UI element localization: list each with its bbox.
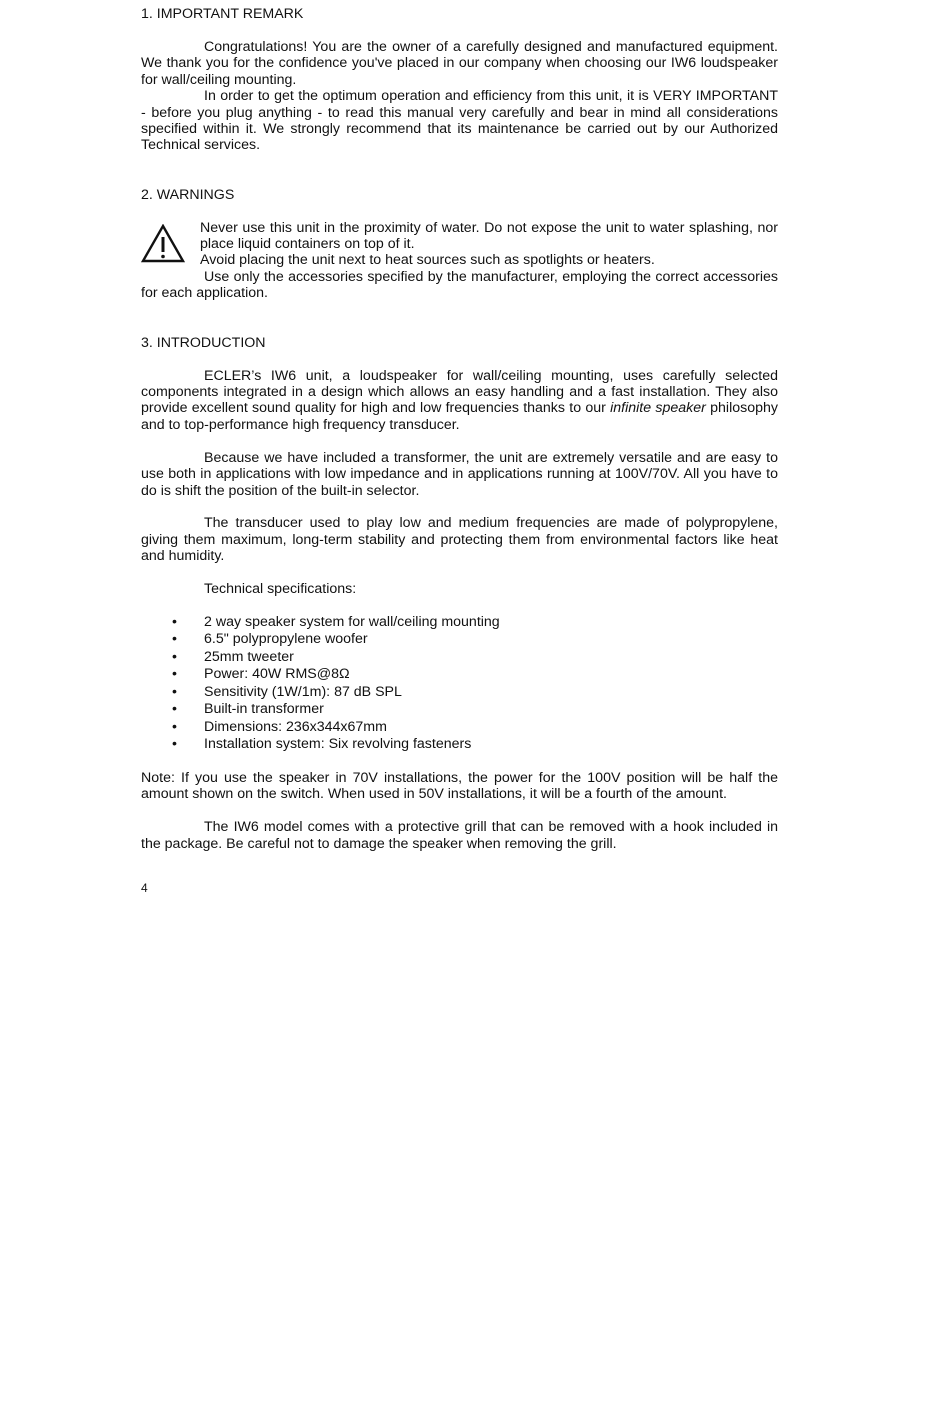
spec-heading: Technical specifications:: [204, 581, 357, 598]
list-item: • 25mm tweeter: [172, 648, 294, 665]
paragraph-congratulations: Congratulations! You are the owner of a carefully designed and manufactured equipment. We thank you for the confidence you've placed in our company when choosing our IW6 loudspeaker for wall/ceiling mounting.: [141, 38, 778, 88]
list-item: • Installation system: Six revolving fasteners: [172, 735, 472, 752]
document-page: [141, 6, 778, 897]
page-number: 4: [141, 881, 148, 896]
list-item: • 6.5" polypropylene woofer: [172, 631, 368, 648]
warning-water: Never use this unit in the proximity of water. Do not expose the unit to water splashing, nor place liquid containers on top of it.: [200, 219, 778, 253]
infinite-speaker-term: infinite speaker: [610, 400, 706, 417]
warning-triangle-icon: [141, 224, 185, 264]
list-item: • 2 way speaker system for wall/ceiling mounting: [172, 614, 500, 631]
list-item: • Built-in transformer: [172, 701, 324, 718]
list-item: • Dimensions: 236x344x67mm: [172, 718, 387, 735]
paragraph-transformer: Because we have included a transformer, the unit are extremely versatile and are easy to use both in applications with low impedance and in applications running at 100V/70V. All you have to do is shift the position of the built-in selector.: [141, 449, 778, 499]
spec-list: [141, 614, 778, 753]
paragraph-note: Note: If you use the speaker in 70V installations, the power for the 100V position will be half the amount shown on the switch. When used in 50V installations, it will be a fourth of the amount.: [141, 769, 778, 803]
paragraph-optimum-operation: In order to get the optimum operation and efficiency from this unit, it is VERY IMPORTANT - before you plug anything - to read this manual very carefully and bear in mind all considerations specified within it. We strongly recommend that its maintenance be carried out by our Authorized Technical services.: [141, 88, 778, 154]
paragraph-transducer: The transducer used to play low and medium frequencies are made of polypropylene, giving them maximum, long-term stability and protecting them from environmental factors like heat and humidity.: [141, 515, 778, 565]
list-item: • Sensitivity (1W/1m): 87 dB SPL: [172, 683, 402, 700]
paragraph-ecler-iw6: ECLER’s IW6 unit, a loudspeaker for wall/ceiling mounting, uses carefully selected components integrated in a design which allows an easy handling and a fast installation. They also provide excellent sound quality for high and low frequencies thanks to our infinite speaker philosophy and to top-performance high frequency transducer.: [141, 367, 778, 433]
warning-accessories: Use only the accessories specified by the manufacturer, employing the correct accessories for each application.: [141, 268, 778, 302]
section-heading-important-remark: 1. IMPORTANT REMARK: [141, 6, 304, 22]
list-item: • Power: 40W RMS@8Ω: [172, 666, 350, 683]
warnings-block: [141, 220, 778, 302]
section-heading-introduction: 3. INTRODUCTION: [141, 334, 266, 351]
paragraph-grill: The IW6 model comes with a protective grill that can be removed with a hook included in the package. Be careful not to damage the speaker when removing the grill.: [141, 819, 778, 852]
warning-heat: Avoid placing the unit next to heat sources such as spotlights or heaters.: [200, 252, 655, 269]
section-heading-warnings: 2. WARNINGS: [141, 186, 235, 203]
